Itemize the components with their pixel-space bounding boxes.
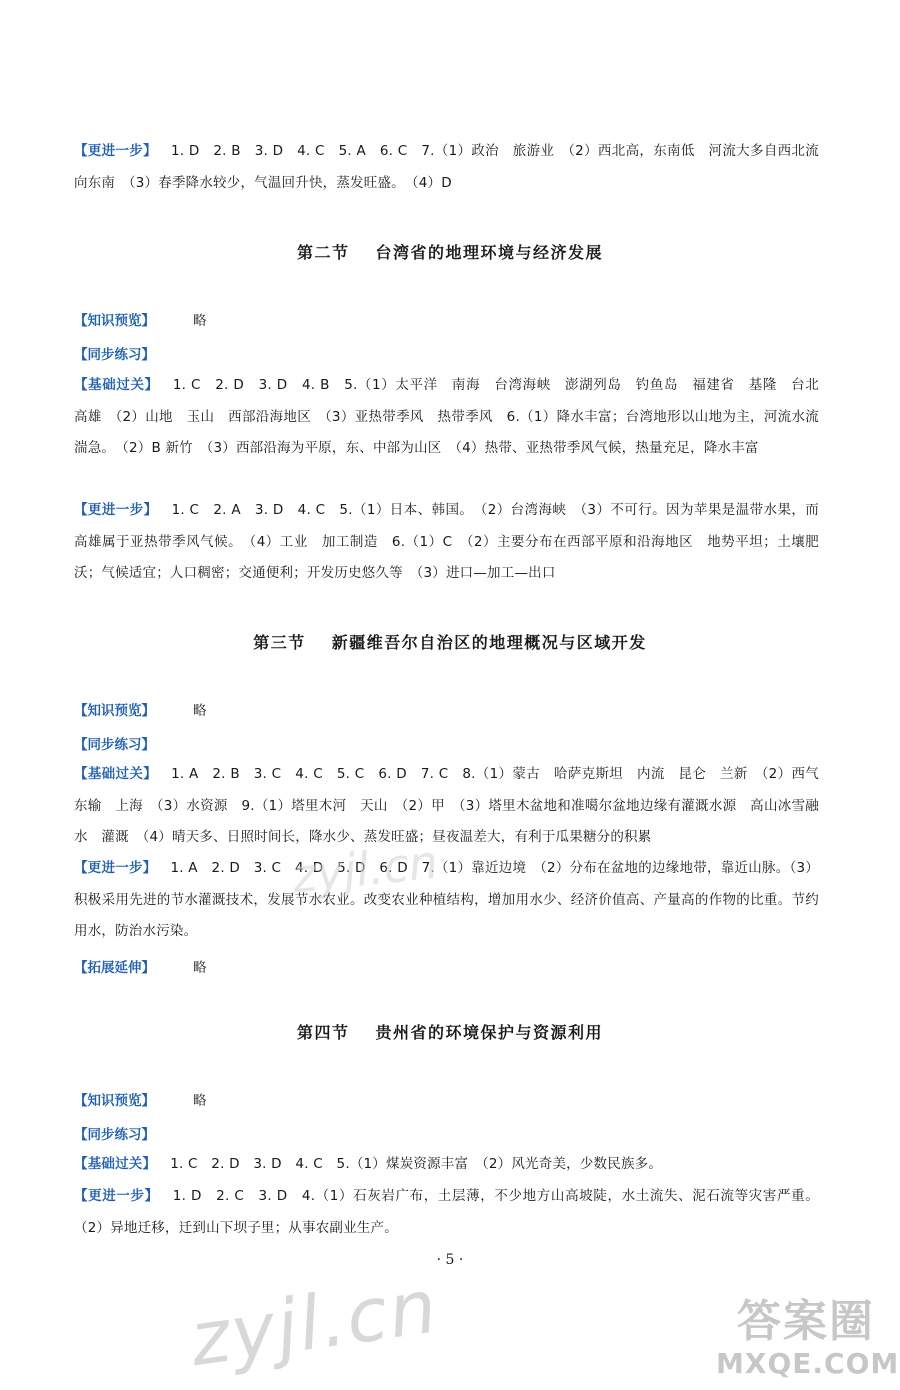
label-more: 【更进一步】	[74, 1188, 159, 1204]
answer-paragraph-more-2	[74, 495, 819, 590]
label-more: 【更进一步】	[74, 143, 157, 159]
page-number: · 5 ·	[436, 1252, 464, 1268]
answer-text: 1. C 2. A 3. D 4. C 5.（1）日本、韩国。 （2）台湾海峡 （3）不可行。因为苹果是温带水果，而高雄属于亚热带季风气候。 （4）工业 加工制造 6.（1）C （2）主要分布在西部平原和沿海地区 地势平坦；土壤肥沃；气候适宜；人口稠密；交通便利；开发历史悠久等 （3）进口—加工—出口	[74, 502, 820, 581]
section-3-title	[0, 630, 900, 653]
answer-text: 1. D 2. C 3. D 4.（1）石灰岩广布，土层薄，不少地方山高坡陡，水土流失、泥石流等灾害严重。（2）异地迁移，迁到山下坝子里；从事农副业生产。	[74, 1188, 819, 1236]
label-practice: 【同步练习】	[74, 737, 155, 753]
section-name: 新疆维吾尔自治区的地理概况与区域开发	[331, 633, 647, 652]
answer-text: 1. C 2. D 3. D 4. C 5.（1）煤炭资源丰富 （2）风光奇美，少数民族多。	[170, 1156, 663, 1172]
watermark-logo	[716, 1296, 900, 1388]
answer-paragraph-basic-4	[74, 1149, 819, 1181]
label-practice: 【同步练习】	[74, 1127, 155, 1143]
label-basic: 【基础过关】	[74, 766, 158, 782]
section-2-title	[0, 240, 900, 263]
answer-text: 1. A 2. D 3. C 4. D 5. D 6. D 7.（1）靠近边境 （2）分布在盆地的边缘地带，靠近山脉。（3）积极采用先进的节水灌溉技术，发展节水农业。改变农业种植结构，增加用水少、经济价值高、产量高的作物的比重。节约用水，防治水污染。	[74, 860, 819, 939]
label-more: 【更进一步】	[74, 502, 158, 518]
extension-row	[74, 956, 207, 976]
label-preview: 【知识预览】	[74, 1093, 155, 1109]
answer-paragraph-more-4	[74, 1181, 819, 1244]
label-preview: 【知识预览】	[74, 313, 155, 329]
answer-text: 1. C 2. D 3. D 4. B 5.（1）太平洋 南海 台湾海峡 澎湖列岛 钓鱼岛 福建省 基隆 台北 高雄 （2）山地 玉山 西部沿海地区 （3）亚热带季风 热带季风 6.（1）降水丰富；台湾地形以山地为主，河流水流湍急。 （2）B 新竹 （3）西部沿海为平原，东、中部为山区 （4）热带、亚热带季风气候，热量充足，降水丰富	[74, 377, 833, 456]
watermark-site-mid: zyjl.cn	[289, 834, 441, 904]
label-practice: 【同步练习】	[74, 347, 155, 363]
label-basic: 【基础过关】	[74, 1156, 157, 1172]
answer-paragraph-more-3	[74, 853, 819, 948]
sync-practice-row	[74, 733, 169, 753]
section-number: 第二节	[296, 243, 350, 262]
label-preview: 【知识预览】	[74, 703, 155, 719]
section-name: 贵州省的环境保护与资源利用	[375, 1023, 604, 1042]
answer-text: 1. A 2. B 3. C 4. C 5. C 6. D 7. C 8.（1）蒙古 哈萨克斯坦 内流 昆仑 兰新 （2）西气东输 上海 （3）水资源 9.（1）塔里木河 天山 （2）甲 （3）塔里木盆地和准噶尔盆地边缘有灌溉水源 高山冰雪融水 灌溉 （4）晴天多、日照时间长，降水少、蒸发旺盛；昼夜温差大，有利于瓜果糖分的积累	[74, 766, 819, 845]
knowledge-preview-row	[74, 1089, 207, 1109]
omitted-text: 略	[193, 960, 207, 976]
knowledge-preview-row	[74, 699, 207, 719]
label-more: 【更进一步】	[74, 860, 157, 876]
sync-practice-row	[74, 1123, 169, 1143]
section-number: 第四节	[296, 1023, 350, 1042]
answer-text: 1. D 2. B 3. D 4. C 5. A 6. C 7.（1）政治 旅游业 （2）西北高，东南低 河流大多自西北流向东南 （3）春季降水较少，气温回升快，蒸发旺盛。 （4）D	[74, 143, 819, 191]
watermark-logo-en: MXQE.COM	[716, 1347, 900, 1380]
sync-practice-row	[74, 343, 169, 363]
knowledge-preview-row	[74, 309, 207, 329]
label-basic: 【基础过关】	[74, 377, 159, 393]
section-4-title	[0, 1020, 900, 1043]
section-number: 第三节	[253, 633, 306, 652]
answer-paragraph-more-0	[74, 136, 819, 199]
omitted-text: 略	[193, 1093, 207, 1109]
label-extend: 【拓展延伸】	[74, 960, 155, 976]
omitted-text: 略	[193, 703, 207, 719]
answer-paragraph-basic-2	[74, 370, 833, 465]
answer-paragraph-basic-3	[74, 759, 819, 854]
section-name: 台湾省的地理环境与经济发展	[375, 243, 604, 262]
omitted-text: 略	[193, 313, 207, 329]
watermark-logo-cn: 答案圈	[737, 1296, 875, 1347]
watermark-site: zyjl.cn	[185, 1263, 444, 1384]
